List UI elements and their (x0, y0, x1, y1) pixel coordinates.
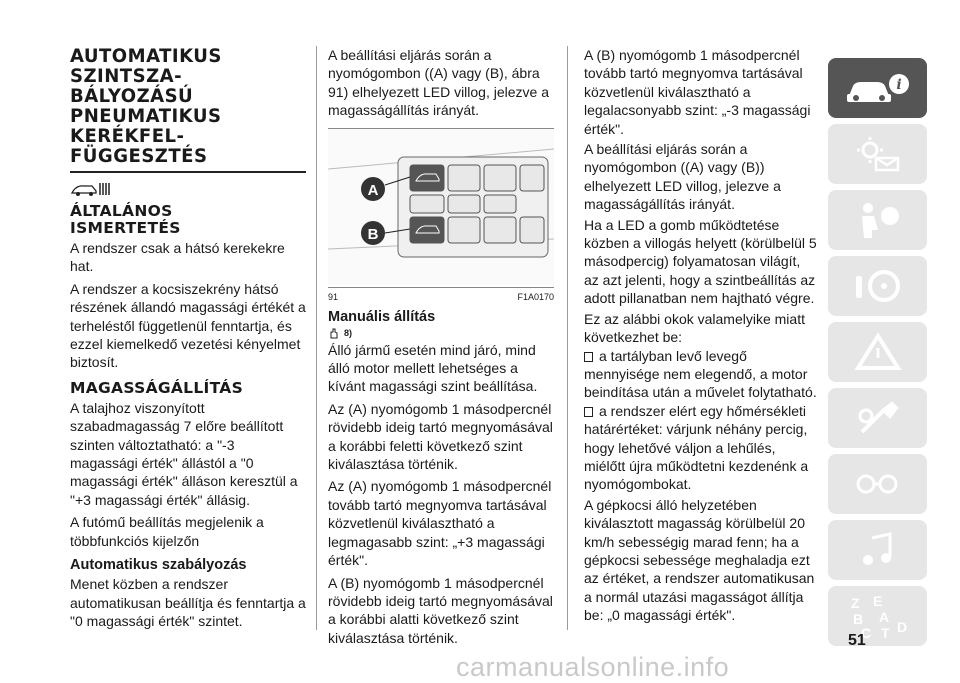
svg-text:T: T (880, 625, 890, 640)
warning-icons (70, 181, 306, 197)
figure-caption (328, 292, 554, 302)
tab-technical-data[interactable] (828, 454, 927, 514)
subsection-title: Manuális állítás (328, 308, 436, 325)
column-divider (316, 46, 317, 630)
watermark: carmanualsonline.info (456, 652, 730, 682)
tab-emergency[interactable] (828, 322, 927, 382)
column-3 (584, 46, 818, 625)
hand-warning-icon (328, 327, 340, 339)
paragraph: Az (A) nyomógomb 1 másodpercnél rövidebb ideig tartó megnyomásával a korábbi feletti következő szint kiválasztása történik. (328, 400, 553, 473)
bullet-icon (584, 352, 593, 362)
warning-ref-number: 8) (344, 327, 353, 338)
paragraph: Menet közben a rendszer automatikusan beállítja és fenntartja a "0 magassági érték" szintet. (70, 576, 306, 629)
chapter-tabs (828, 58, 927, 652)
section-title: ISMERTETÉS (70, 219, 181, 237)
paragraph: A (B) nyomógomb 1 másodpercnél rövidebb ideig tartó megnyomásával a korábbi alatti következő szint kiválasztása történik. (328, 574, 553, 646)
safety-airbag-icon (848, 198, 908, 242)
column-2 (328, 46, 554, 647)
paragraph: miélőtt újra működtetni kezdenénk a nyomógombokat. (584, 457, 809, 493)
title-line: PNEUMATIKUS (70, 105, 222, 127)
multimedia-icon (848, 528, 908, 572)
svg-text:Z: Z (850, 595, 860, 611)
driving-steering-icon (848, 264, 908, 308)
tab-safety[interactable] (828, 190, 927, 250)
title-line: KERÉKFEL- (70, 125, 185, 147)
callout-a-label: A (367, 181, 379, 199)
bullet-text: a rendszer elért egy hőmérsékleti határértéket: várjunk néhány percig, hogy lehetővé váljon a lehűlés, (584, 402, 808, 456)
dashboard-buttons-illustration (328, 129, 554, 285)
column-1 (70, 46, 306, 630)
svg-text:i: i (895, 77, 902, 93)
paragraph: A gépkocsi álló helyzetében kiválasztott magasság körülbelül 20 km/h sebességig marad fenn; ha a gépkocsi sebessége meghaladja ezt az értéket, a rendszer automatikusan a normál utazási magasságot állítja be: „0 magassági érték". (584, 496, 815, 624)
paragraph: Ez az alábbi okok valamelyike miatt következhet be: (584, 310, 805, 346)
tab-index[interactable] (828, 586, 927, 646)
paragraph: A rendszer csak a hátsó kerekekre hat. (70, 240, 285, 275)
tab-multimedia[interactable] (828, 520, 927, 580)
subsection-title: Automatikus szabályozás (70, 557, 247, 574)
warning-lights-icon (848, 134, 908, 174)
bullet-text: a tartályban levő levegő mennyisége nem elegendő, a motor beindítása után a művelet folytatható. (584, 347, 817, 401)
section-title: MAGASSÁGÁLLÍTÁS (70, 378, 244, 397)
paragraph: Az (A) nyomógomb 1 másodpercnél tovább tartó megnyomva tartásával közvetlenül kiválasztható a legmagasabb szint: „+3 magassági érték". (328, 478, 552, 569)
paragraph: A (B) nyomógomb 1 másodpercnél tovább tartó megnyomva tartásával közvetlenül kiválasztható a legalacsonyabb szint: „-3 magassági érték". (584, 47, 811, 137)
title-line: BÁLYOZÁSÚ (70, 85, 194, 107)
car-info-icon (843, 68, 913, 108)
maintenance-icon (848, 396, 908, 440)
paragraph: A futómű beállítás megjelenik a többfunkciós kijelzőn (70, 514, 264, 549)
bullet-item (584, 347, 818, 402)
svg-text:C: C (860, 625, 871, 640)
bullet-icon (584, 407, 593, 417)
title-line: FÜGGESZTÉS (70, 145, 208, 167)
column-divider (567, 46, 568, 630)
svg-text:B: B (852, 611, 863, 627)
callout-b-label: B (367, 225, 379, 243)
bullet-item (584, 402, 818, 457)
paragraph: A beállítási eljárás során a nyomógombon ((A) vagy (B)) elhelyezett LED villog, jelezve a magasságállítás irányát. (584, 141, 781, 213)
tab-warning-lights[interactable] (828, 124, 927, 184)
warning-ref (328, 327, 554, 339)
tab-car-info[interactable] (828, 58, 927, 118)
paragraph: Ha a LED a gomb működtetése közben a villogás helyett (körülbelül 5 másodpercig) folyamatosan világít, az azt jelenti, hogy a szintbeállítás az adott pillanatban nem hajtható végre. (584, 216, 817, 307)
title-line: AUTOMATIKUS (70, 45, 222, 67)
figure-91 (328, 128, 554, 288)
emergency-icon (848, 330, 908, 374)
chapter-title (70, 46, 306, 166)
svg-text:D: D (896, 619, 907, 635)
figure-number: 91 (328, 291, 339, 302)
paragraph: Álló jármű esetén mind járó, mind álló motor mellett lehetséges a kívánt magassági szint beállítása. (328, 341, 538, 395)
page-number: 51 (848, 632, 866, 649)
technical-data-icon (848, 462, 908, 506)
paragraph: A talajhoz viszonyított szabadmagasság 7 előre beállított szinten változtatható: a "-3 magassági érték" állástól a "0 magassági érték" álláson keresztül a "+3 magassági érték" állásig. (70, 399, 298, 508)
svg-text:A: A (878, 609, 889, 625)
tab-driving[interactable] (828, 256, 927, 316)
suspension-warning-icon (70, 181, 116, 197)
figure-code: F1A0170 (517, 291, 554, 302)
paragraph: A beállítási eljárás során a nyomógombon ((A) vagy (B), ábra 91) elhelyezett LED villog, jelezve a magasságállítás irányát. (328, 47, 550, 119)
section-title: ÁLTALÁNOS (70, 202, 173, 220)
tab-maintenance[interactable] (828, 388, 927, 448)
svg-text:E: E (872, 593, 882, 609)
paragraph: A rendszer a kocsiszekrény hátsó részének állandó magassági értékét a terheléstől függetlenül fenntartja, és ezzel kiemelkedő vezetési kényelmet biztosít. (70, 280, 306, 371)
title-line: SZINTSZA- (70, 65, 183, 87)
title-rule (70, 171, 306, 173)
